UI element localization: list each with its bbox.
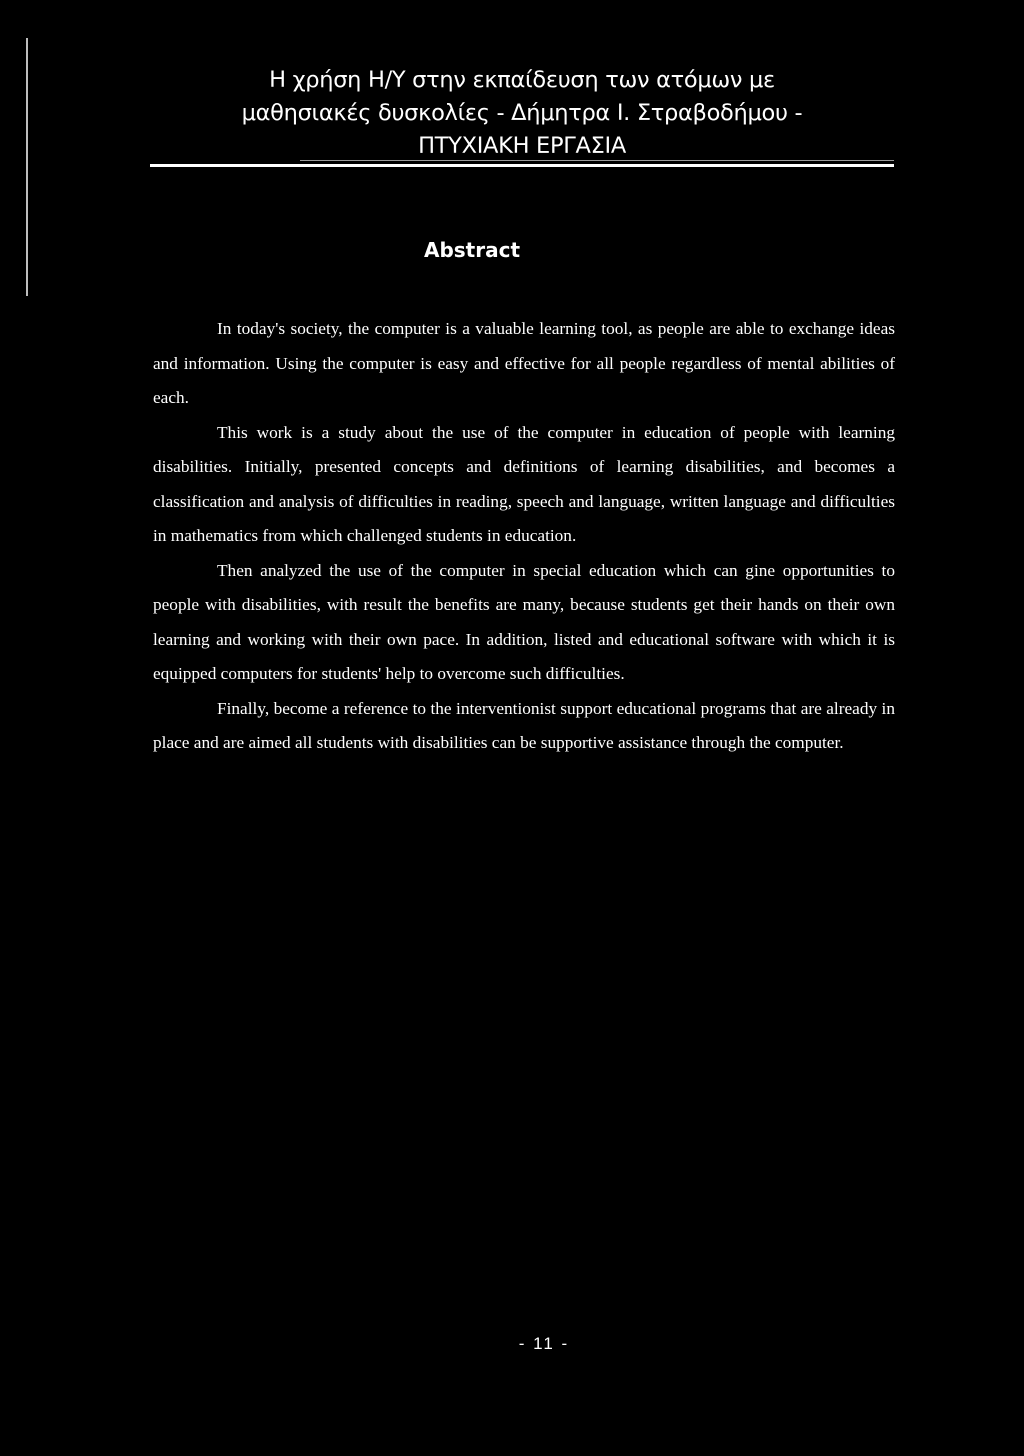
abstract-paragraph-4: Finally, become a reference to the interventionist support educational programs that are already in place and are aimed all students with disabilities can be supportive assistance through the computer. <box>153 698 895 752</box>
abstract-paragraph-3: Then analyzed the use of the computer in special education which can gine opportunities to people with disabilities, with result the benefits are many, because students get their hands on their own learning and working with their own pace. In addition, listed and educational software with which it is equipped computers for students' help to overcome such difficulties. <box>153 560 895 683</box>
scan-edge-line <box>26 38 28 296</box>
header-line-3: ΠΤΥΧΙΑΚΗ ΕΡΓΑΣΙΑ <box>418 133 626 159</box>
running-header <box>150 64 894 163</box>
section-title: Abstract <box>423 238 521 262</box>
abstract-paragraph-1: In today's society, the computer is a valuable learning tool, as people are able to exchange ideas and information. Using the computer is easy and effective for all people regardless of mental abilities of each. <box>153 319 895 407</box>
header-line-1: Η χρήση Η/Υ στην εκπαίδευση των ατόμων με <box>269 67 775 93</box>
header-line-2: μαθησιακές δυσκολίες - Δήμητρα Ι. Στραβοδήμου - <box>241 100 803 126</box>
header-rule <box>150 164 894 167</box>
abstract-paragraph-2: This work is a study about the use of the computer in education of people with learning disabilities. Initially, presented concepts and definitions of learning disabilities, and becomes a classification and analysis of difficulties in reading, speech and language, written language and difficulties in mathematics from which challenged students in education. <box>153 422 895 545</box>
header-rule-thin <box>300 160 894 161</box>
page-number: - 11 - <box>518 1334 570 1353</box>
abstract-body <box>153 312 895 761</box>
